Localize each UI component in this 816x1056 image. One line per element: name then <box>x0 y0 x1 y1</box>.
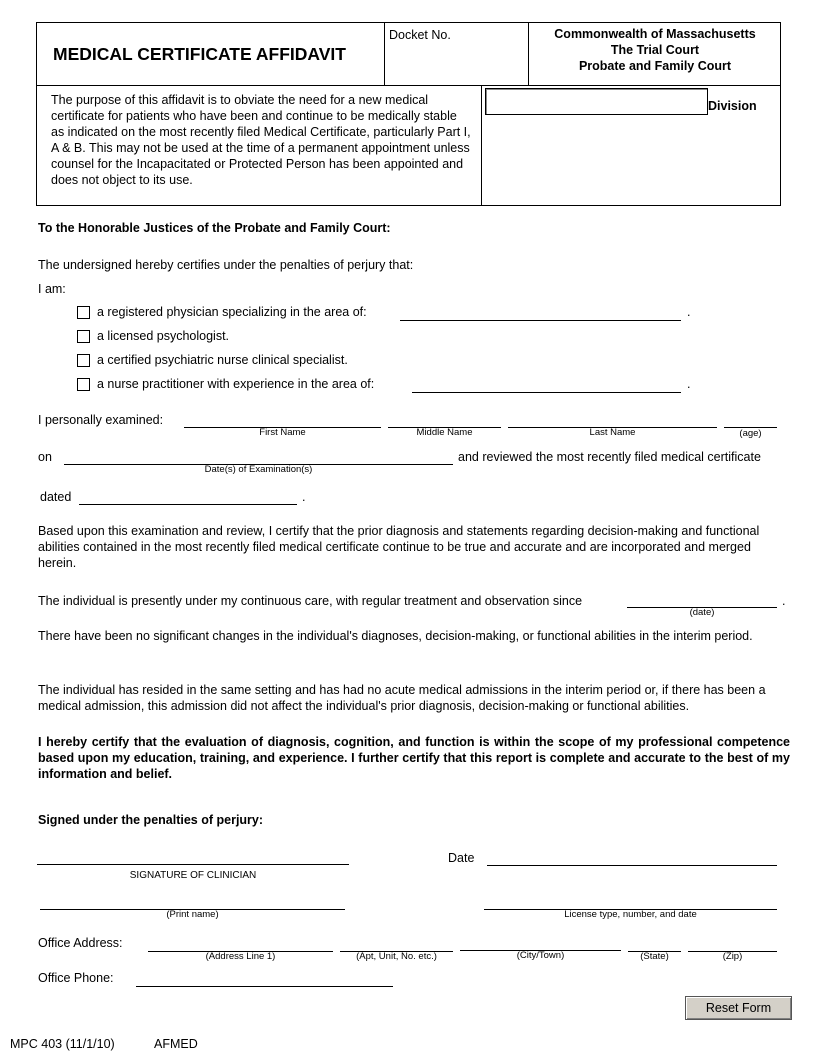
divider <box>384 23 385 85</box>
last-name-caption: Last Name <box>589 427 636 438</box>
option-nurse-practitioner-checkbox[interactable] <box>77 378 90 391</box>
salutation: To the Honorable Justices of the Probate and Family Court: <box>38 221 391 235</box>
print-name-caption: (Print name) <box>166 909 219 920</box>
divider <box>37 85 780 86</box>
option-psychologist-checkbox[interactable] <box>77 330 90 343</box>
court-line: Probate and Family Court <box>578 59 732 73</box>
exam-dates-caption: Date(s) of Examination(s) <box>204 464 313 475</box>
care-text: The individual is presently under my continuous care, with regular treatment and observation since <box>38 594 583 608</box>
examined-label: I personally examined: <box>38 413 164 427</box>
date-label: Date <box>448 851 475 865</box>
period: . <box>687 305 691 319</box>
division-input[interactable] <box>485 88 708 115</box>
docket-input[interactable] <box>389 45 523 81</box>
dated-label: dated <box>40 490 72 504</box>
nurse-area-field[interactable] <box>412 392 681 393</box>
court-heading <box>529 26 781 74</box>
address-line1-caption: (Address Line 1) <box>205 951 276 962</box>
zip-caption: (Zip) <box>722 951 743 962</box>
state-caption: (State) <box>640 951 669 962</box>
certify-paragraph: I hereby certify that the evaluation of diagnosis, cognition, and function is within the scope of my professional competence based upon my education, training, and experience. I further certify that this report is complete and accurate to the best of my information and belief. <box>38 735 790 781</box>
no-changes-paragraph: There have been no significant changes in the individual's diagnoses, decision-making, or functional abilities in the interim period. <box>38 629 753 643</box>
option-nurse-specialist-label: a certified psychiatric nurse clinical specialist. <box>97 353 348 367</box>
header-box <box>36 22 781 206</box>
court-line: Commonwealth of Massachusetts <box>554 27 756 41</box>
divider <box>481 85 482 206</box>
form-id: MPC 403 (11/1/10) <box>10 1037 115 1051</box>
form-title: MEDICAL CERTIFICATE AFFIDAVIT <box>53 44 346 64</box>
option-nurse-specialist-checkbox[interactable] <box>77 354 90 367</box>
i-am-label: I am: <box>38 282 66 296</box>
apt-caption: (Apt, Unit, No. etc.) <box>356 951 437 962</box>
office-phone-label: Office Phone: <box>38 971 114 985</box>
on-label: on <box>38 450 52 464</box>
first-name-caption: First Name <box>259 427 306 438</box>
license-caption: License type, number, and date <box>564 909 697 920</box>
period: . <box>782 594 786 608</box>
docket-label: Docket No. <box>389 28 451 42</box>
physician-area-field[interactable] <box>400 320 681 321</box>
certificate-date-field[interactable] <box>79 504 297 505</box>
signature-field[interactable] <box>37 864 349 865</box>
based-upon-paragraph: Based upon this examination and review, I certify that the prior diagnosis and statements regarding decision-making and functional abilities contained in the most recently filed medical certificate continue to be true and accurate and are incorporated and merged herein. <box>38 524 760 570</box>
reset-form-button[interactable]: Reset Form <box>685 996 792 1020</box>
signature-date-field[interactable] <box>487 865 777 866</box>
court-line: The Trial Court <box>610 43 700 57</box>
office-phone-field[interactable] <box>136 986 393 987</box>
resided-paragraph: The individual has resided in the same setting and has had no acute medical admissions in the interim period or, if there has been a medical admission, this admission did not affect the individual's prior diagnosis, decision-making or functional abilities. <box>38 683 766 713</box>
certifies-text: The undersigned hereby certifies under the penalties of perjury that: <box>38 258 414 272</box>
option-physician-checkbox[interactable] <box>77 306 90 319</box>
period: . <box>302 490 306 504</box>
division-label: Division <box>708 99 757 113</box>
option-physician-label: a registered physician specializing in the area of: <box>97 305 367 319</box>
purpose-text: The purpose of this affidavit is to obviate the need for a new medical certificate for patients who have been and continue to be medically stable as indicated on the most recently filed Medical Certificate, particularly Part I, A & B. This may not be used at the time of a permanent appointment unless counsel for the Incapacitated or Protected Person has been appointed and does not object to its use. <box>51 93 471 187</box>
office-address-label: Office Address: <box>38 936 123 950</box>
signed-heading: Signed under the penalties of perjury: <box>38 813 264 827</box>
form-code: AFMED <box>154 1037 198 1051</box>
care-date-caption: (date) <box>689 607 715 618</box>
option-psychologist-label: a licensed psychologist. <box>97 329 230 343</box>
age-caption: (age) <box>739 428 762 439</box>
option-nurse-practitioner-label: a nurse practitioner with experience in the area of: <box>97 377 375 391</box>
signature-caption: SIGNATURE OF CLINICIAN <box>129 870 257 881</box>
period: . <box>687 377 691 391</box>
reviewed-text: and reviewed the most recently filed medical certificate <box>458 450 761 464</box>
middle-name-caption: Middle Name <box>416 427 473 438</box>
city-caption: (City/Town) <box>516 950 565 961</box>
